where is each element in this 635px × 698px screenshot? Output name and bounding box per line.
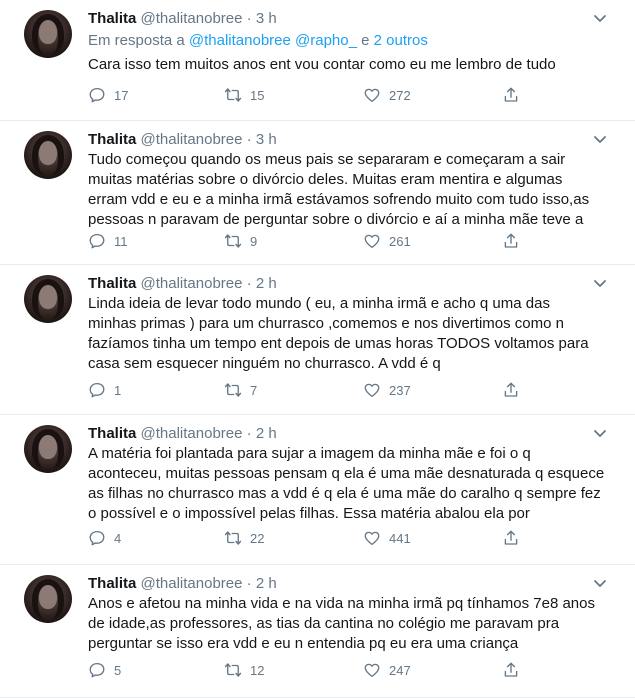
tweet[interactable]	[0, 415, 635, 565]
tweet[interactable]	[0, 565, 635, 698]
retweet-count: 15	[250, 87, 265, 103]
separator-dot: ·	[246, 275, 252, 292]
retweet-icon	[224, 381, 242, 399]
retweet-button[interactable]	[224, 380, 257, 400]
share-icon	[502, 232, 520, 250]
author-handle[interactable]: @thalitanobree	[140, 275, 243, 292]
tweet-text: Linda ideia de levar todo mundo ( eu, a minha irmã e acho q uma das minhas primas ) para um churrasco ,comemos e nos divertimos como n fazíamos tinha um tempo ent depois de umas horas TODOS voltamos para casa sem esquecer ninguém no churrasco. A vdd é q	[88, 295, 589, 372]
share-icon	[502, 86, 520, 104]
share-button[interactable]	[502, 660, 520, 680]
retweet-button[interactable]	[224, 660, 264, 680]
author-name[interactable]: Thalita	[88, 131, 137, 148]
retweet-icon	[224, 86, 242, 104]
reply-others-link[interactable]: 2 outros	[373, 32, 428, 49]
tweet-text: A matéria foi plantada para sujar a imagem da minha mãe e foi o q aconteceu, muitas pessoas pensam q ela é uma mãe desnaturada q esquece as filhas no churrasco mas a vdd é q ela é uma mãe do caralho q sempre fez o possível e o impossível pelas filhas. Essa matéria abalou ela por	[88, 445, 605, 522]
author-name[interactable]: Thalita	[88, 425, 137, 442]
chevron-down-icon[interactable]	[593, 429, 607, 439]
like-button[interactable]	[363, 380, 411, 400]
tweet-time[interactable]: 2 h	[255, 275, 277, 292]
tweet[interactable]	[0, 0, 635, 121]
like-button[interactable]	[363, 660, 411, 680]
retweet-button[interactable]	[224, 85, 264, 105]
retweet-count: 12	[250, 662, 265, 678]
author-handle[interactable]: @thalitanobree	[140, 10, 243, 27]
heart-icon	[363, 529, 381, 547]
tweet-time[interactable]: 2 h	[255, 425, 277, 442]
avatar[interactable]	[24, 575, 72, 623]
avatar[interactable]	[24, 275, 72, 323]
like-count: 441	[389, 530, 411, 546]
reply-button[interactable]	[88, 528, 121, 548]
tweet[interactable]	[0, 121, 635, 265]
reply-button[interactable]	[88, 660, 121, 680]
share-icon	[502, 381, 520, 399]
like-button[interactable]	[363, 231, 411, 251]
like-button[interactable]	[363, 85, 411, 105]
reply-count: 17	[114, 87, 129, 103]
heart-icon	[363, 661, 381, 679]
like-count: 261	[389, 233, 411, 249]
chevron-down-icon[interactable]	[593, 579, 607, 589]
reply-and: e	[361, 32, 370, 49]
separator-dot: ·	[246, 575, 252, 592]
tweet-text: Cara isso tem muitos anos ent vou contar como eu me lembro de tudo	[88, 56, 556, 73]
like-count: 247	[389, 662, 411, 678]
like-count: 272	[389, 87, 411, 103]
tweet-header	[88, 130, 277, 150]
tweet-header	[88, 424, 277, 444]
tweet-header	[88, 574, 277, 594]
author-handle[interactable]: @thalitanobree	[140, 425, 243, 442]
avatar[interactable]	[24, 131, 72, 179]
share-icon	[502, 529, 520, 547]
reply-icon	[88, 86, 106, 104]
like-count: 237	[389, 382, 411, 398]
tweet-time[interactable]: 3 h	[255, 131, 277, 148]
retweet-button[interactable]	[224, 231, 257, 251]
retweet-icon	[224, 232, 242, 250]
heart-icon	[363, 86, 381, 104]
share-button[interactable]	[502, 231, 520, 251]
heart-icon	[363, 232, 381, 250]
chevron-down-icon[interactable]	[593, 279, 607, 289]
reply-button[interactable]	[88, 231, 128, 251]
tweet-text: Tudo começou quando os meus pais se separaram e começaram a sair muitas matérias sobre o divórcio deles. Muitas eram mentira e algumas erram vdd e eu e a minha irmã estávamos sofrendo muito com tudo isso,as pessoas n paravam de perguntar sobre o divórcio e aí a minha mãe teve a	[88, 151, 590, 228]
reply-button[interactable]	[88, 85, 128, 105]
share-button[interactable]	[502, 85, 520, 105]
reply-count: 11	[114, 233, 128, 249]
author-name[interactable]: Thalita	[88, 10, 137, 27]
retweet-button[interactable]	[224, 528, 264, 548]
reply-context	[88, 31, 428, 51]
tweet-text: Anos e afetou na minha vida e na vida na minha irmã pq tínhamos 7e8 anos de idade,as professores, as tias da cantina no colégio me paravam pra perguntar se isso era vdd e eu n entendia pq eu era uma criança	[88, 595, 595, 652]
tweet-time[interactable]: 2 h	[255, 575, 277, 592]
reply-button[interactable]	[88, 380, 121, 400]
chevron-down-icon[interactable]	[593, 135, 607, 145]
retweet-icon	[224, 529, 242, 547]
reply-users-link[interactable]: @thalitanobree @rapho_	[188, 32, 357, 49]
separator-dot: ·	[246, 131, 252, 148]
reply-count: 1	[114, 382, 122, 398]
tweet[interactable]	[0, 265, 635, 415]
author-name[interactable]: Thalita	[88, 575, 137, 592]
reply-icon	[88, 661, 106, 679]
retweet-icon	[224, 661, 242, 679]
author-name[interactable]: Thalita	[88, 275, 137, 292]
like-button[interactable]	[363, 528, 411, 548]
separator-dot: ·	[246, 425, 252, 442]
separator-dot: ·	[246, 10, 252, 27]
reply-icon	[88, 381, 106, 399]
reply-icon	[88, 529, 106, 547]
tweet-header	[88, 274, 277, 294]
reply-icon	[88, 232, 106, 250]
share-button[interactable]	[502, 528, 520, 548]
chevron-down-icon[interactable]	[593, 14, 607, 24]
tweet-header	[88, 9, 277, 29]
share-icon	[502, 661, 520, 679]
share-button[interactable]	[502, 380, 520, 400]
reply-count: 4	[114, 530, 122, 546]
retweet-count: 9	[250, 233, 258, 249]
tweet-time[interactable]: 3 h	[255, 10, 277, 27]
retweet-count: 22	[250, 530, 265, 546]
reply-count: 5	[114, 662, 122, 678]
avatar[interactable]	[24, 425, 72, 473]
reply-prefix: Em resposta a	[88, 32, 185, 49]
author-handle[interactable]: @thalitanobree	[140, 131, 243, 148]
author-handle[interactable]: @thalitanobree	[140, 575, 243, 592]
retweet-count: 7	[250, 382, 258, 398]
avatar[interactable]	[24, 10, 72, 58]
heart-icon	[363, 381, 381, 399]
